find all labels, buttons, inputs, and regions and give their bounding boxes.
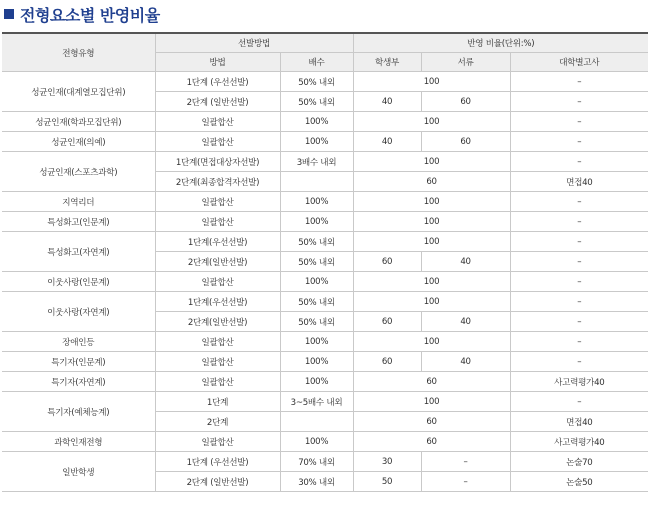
school-docs-merged-cell: 100 — [353, 212, 510, 232]
school-record-cell: 30 — [353, 452, 421, 472]
multiple-cell: 50% 내외 — [280, 312, 353, 332]
square-bullet-icon — [4, 9, 14, 19]
multiple-cell: 50% 내외 — [280, 72, 353, 92]
method-cell: 2단계(최종합격자선발) — [155, 172, 280, 192]
table-row — [2, 372, 648, 392]
header-school-record: 학생부 — [353, 53, 421, 72]
univ-exam-cell: – — [510, 232, 648, 252]
multiple-cell: 100% — [280, 272, 353, 292]
method-cell: 일괄합산 — [155, 212, 280, 232]
table-row — [2, 352, 648, 372]
method-cell: 2단계 — [155, 412, 280, 432]
univ-exam-cell: 논술50 — [510, 472, 648, 492]
multiple-cell: 50% 내외 — [280, 292, 353, 312]
type-cell: 특기자(인문계) — [2, 352, 155, 372]
univ-exam-cell: 면접40 — [510, 172, 648, 192]
school-record-cell: 60 — [353, 352, 421, 372]
table-row — [2, 392, 648, 412]
method-cell: 일괄합산 — [155, 272, 280, 292]
table-row — [2, 212, 648, 232]
univ-exam-cell: 사고력평가40 — [510, 372, 648, 392]
school-docs-merged-cell: 100 — [353, 152, 510, 172]
univ-exam-cell: – — [510, 392, 648, 412]
univ-exam-cell: – — [510, 312, 648, 332]
univ-exam-cell: – — [510, 92, 648, 112]
school-docs-merged-cell: 100 — [353, 392, 510, 412]
header-ratio-group: 반영 비율(단위:%) — [353, 33, 648, 53]
method-cell: 2단계(일반선발) — [155, 252, 280, 272]
univ-exam-cell: – — [510, 272, 648, 292]
univ-exam-cell: – — [510, 292, 648, 312]
type-cell: 일반학생 — [2, 452, 155, 492]
school-docs-merged-cell: 100 — [353, 192, 510, 212]
univ-exam-cell: – — [510, 132, 648, 152]
multiple-cell: 3배수 내외 — [280, 152, 353, 172]
table-header — [2, 33, 648, 72]
method-cell: 1단계(우선선발) — [155, 292, 280, 312]
method-cell: 1단계 (우선선발) — [155, 452, 280, 472]
page-title: 전형요소별 반영비율 — [20, 5, 160, 25]
ratio-table — [2, 32, 648, 492]
school-docs-merged-cell: 60 — [353, 172, 510, 192]
type-cell: 특기자(예체능계) — [2, 392, 155, 432]
method-cell: 1단계(면접대상자선발) — [155, 152, 280, 172]
school-record-cell: 40 — [353, 92, 421, 112]
table-row — [2, 432, 648, 452]
method-cell: 일괄합산 — [155, 192, 280, 212]
multiple-cell: 50% 내외 — [280, 252, 353, 272]
type-cell: 특성화고(자연계) — [2, 232, 155, 272]
section-title — [4, 3, 160, 25]
school-docs-merged-cell: 100 — [353, 332, 510, 352]
method-cell: 일괄합산 — [155, 372, 280, 392]
univ-exam-cell: – — [510, 72, 648, 92]
school-record-cell: 60 — [353, 252, 421, 272]
method-cell: 일괄합산 — [155, 332, 280, 352]
univ-exam-cell: – — [510, 212, 648, 232]
method-cell: 2단계 (일반선발) — [155, 92, 280, 112]
documents-cell: 40 — [421, 312, 510, 332]
univ-exam-cell: 논술70 — [510, 452, 648, 472]
school-docs-merged-cell: 100 — [353, 292, 510, 312]
header-method-group: 선발방법 — [155, 33, 353, 53]
type-cell: 특성화고(인문계) — [2, 212, 155, 232]
school-docs-merged-cell: 60 — [353, 412, 510, 432]
univ-exam-cell: – — [510, 252, 648, 272]
univ-exam-cell: – — [510, 152, 648, 172]
multiple-cell: 50% 내외 — [280, 92, 353, 112]
documents-cell: – — [421, 472, 510, 492]
type-cell: 과학인재전형 — [2, 432, 155, 452]
univ-exam-cell: – — [510, 332, 648, 352]
type-cell: 성균인재(대계열모집단위) — [2, 72, 155, 112]
univ-exam-cell: 사고력평가40 — [510, 432, 648, 452]
table-body — [2, 72, 648, 492]
type-cell: 성균인재(스포츠과학) — [2, 152, 155, 192]
multiple-cell: 100% — [280, 332, 353, 352]
table-row — [2, 272, 648, 292]
method-cell: 일괄합산 — [155, 112, 280, 132]
type-cell: 성균인재(학과모집단위) — [2, 112, 155, 132]
multiple-cell: 100% — [280, 192, 353, 212]
type-cell: 장애인등 — [2, 332, 155, 352]
header-documents: 서류 — [421, 53, 510, 72]
documents-cell: – — [421, 452, 510, 472]
school-docs-merged-cell: 100 — [353, 272, 510, 292]
type-cell: 성균인재(의예) — [2, 132, 155, 152]
method-cell: 1단계(우선선발) — [155, 232, 280, 252]
univ-exam-cell: 면접40 — [510, 412, 648, 432]
school-docs-merged-cell: 100 — [353, 112, 510, 132]
method-cell: 일괄합산 — [155, 132, 280, 152]
header-univ-exam: 대학별고사 — [510, 53, 648, 72]
type-cell: 특기자(자연계) — [2, 372, 155, 392]
header-type: 전형유형 — [2, 33, 155, 72]
table-row — [2, 452, 648, 472]
table-row — [2, 112, 648, 132]
multiple-cell — [280, 172, 353, 192]
table-row — [2, 72, 648, 92]
method-cell: 2단계(일반선발) — [155, 312, 280, 332]
multiple-cell: 100% — [280, 212, 353, 232]
method-cell: 1단계 — [155, 392, 280, 412]
school-docs-merged-cell: 60 — [353, 372, 510, 392]
table-row — [2, 192, 648, 212]
method-cell: 2단계 (일반선발) — [155, 472, 280, 492]
multiple-cell: 100% — [280, 112, 353, 132]
table-row — [2, 132, 648, 152]
multiple-cell: 100% — [280, 432, 353, 452]
type-cell: 지역리더 — [2, 192, 155, 212]
school-docs-merged-cell: 60 — [353, 432, 510, 452]
school-docs-merged-cell: 100 — [353, 232, 510, 252]
type-cell: 이웃사랑(자연계) — [2, 292, 155, 332]
multiple-cell: 100% — [280, 352, 353, 372]
multiple-cell: 70% 내외 — [280, 452, 353, 472]
table-row — [2, 152, 648, 172]
multiple-cell: 3~5배수 내외 — [280, 392, 353, 412]
header-multiple: 배수 — [280, 53, 353, 72]
school-record-cell: 60 — [353, 312, 421, 332]
documents-cell: 40 — [421, 352, 510, 372]
table-row — [2, 232, 648, 252]
method-cell: 일괄합산 — [155, 432, 280, 452]
multiple-cell: 100% — [280, 132, 353, 152]
multiple-cell: 50% 내외 — [280, 232, 353, 252]
type-cell: 이웃사랑(인문계) — [2, 272, 155, 292]
multiple-cell: 30% 내외 — [280, 472, 353, 492]
documents-cell: 40 — [421, 252, 510, 272]
method-cell: 1단계 (우선선발) — [155, 72, 280, 92]
multiple-cell — [280, 412, 353, 432]
univ-exam-cell: – — [510, 192, 648, 212]
school-docs-merged-cell: 100 — [353, 72, 510, 92]
school-record-cell: 40 — [353, 132, 421, 152]
documents-cell: 60 — [421, 92, 510, 112]
documents-cell: 60 — [421, 132, 510, 152]
table-row — [2, 292, 648, 312]
header-method: 방법 — [155, 53, 280, 72]
table-row — [2, 332, 648, 352]
univ-exam-cell: – — [510, 352, 648, 372]
multiple-cell: 100% — [280, 372, 353, 392]
method-cell: 일괄합산 — [155, 352, 280, 372]
school-record-cell: 50 — [353, 472, 421, 492]
univ-exam-cell: – — [510, 112, 648, 132]
